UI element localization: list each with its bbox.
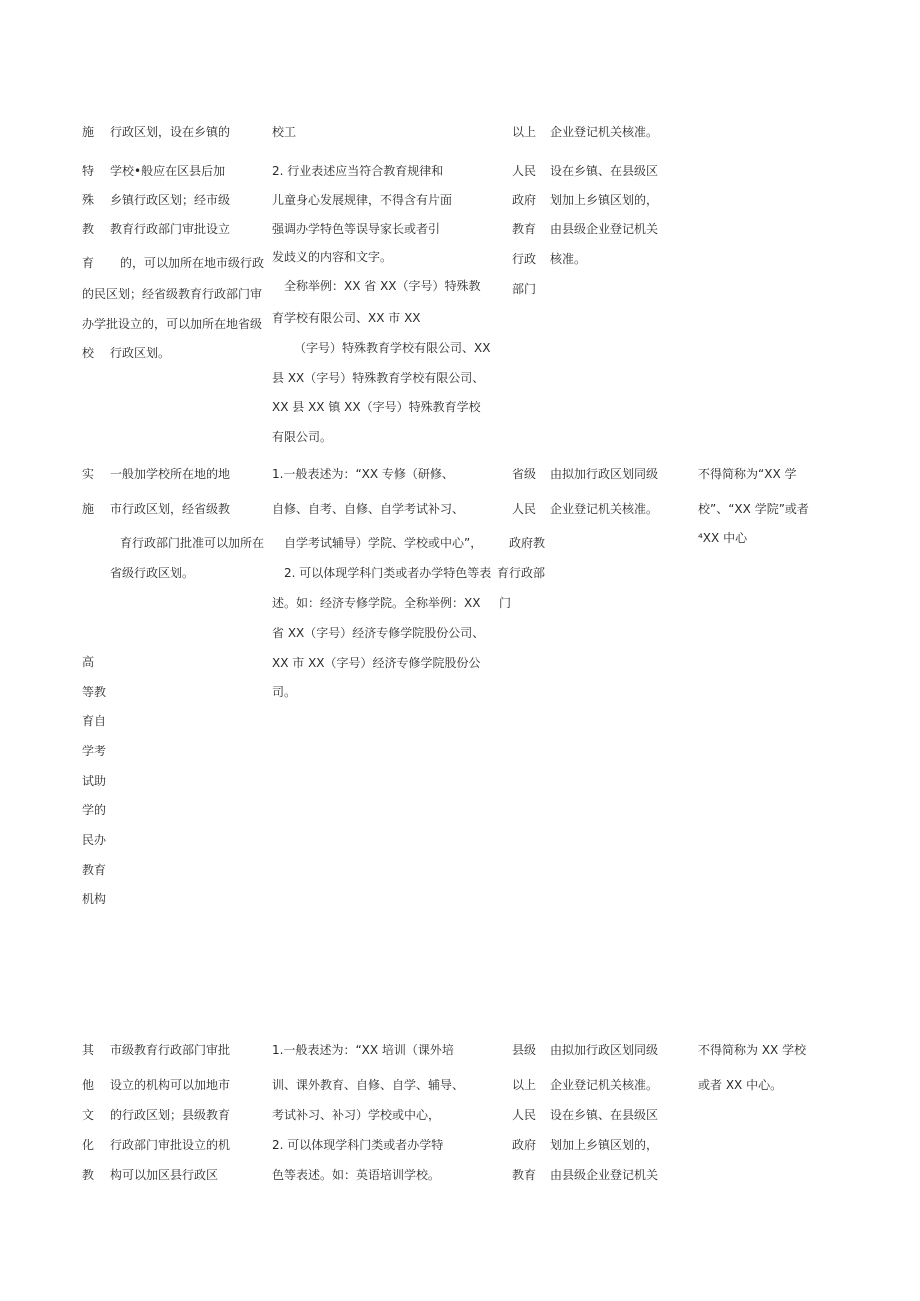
row3-col3-line: 述。如：经济专修学院。全称举例：XX <box>272 596 481 610</box>
row2-col5-line: 由县级企业登记机关 <box>550 222 659 236</box>
row3-col6-line: ⁴XX 中心 <box>698 531 748 545</box>
row4-col3-line: 考试补习、补习）学校或中心， <box>272 1108 441 1122</box>
row2-col2-line: 的，可以加所在地市级行政 <box>120 256 265 270</box>
row4-col5-line: 设在乡镇、在县级区 <box>550 1108 659 1122</box>
row4-col4-line: 以上 <box>512 1078 537 1092</box>
row1-col5: 企业登记机关核准。 <box>550 125 659 139</box>
row2-col1-line: 校 <box>82 346 95 360</box>
row3-category-label: 机构 <box>82 892 107 906</box>
row2-col3-line: 儿童身心发展规律，不得含有片面 <box>272 193 453 207</box>
row2-col1-line: 教 <box>82 222 95 236</box>
row2-col3-line: 2. 行业表述应当符合教育规律和 <box>272 164 444 178</box>
row4-col4-line: 教育 <box>512 1168 537 1182</box>
row2-col1-line: 的民区划；经省级教育行政部门审 <box>82 287 263 301</box>
row3-col2-line: 省级行政区划。 <box>110 566 195 580</box>
row4-col6-line: 不得简称为 XX 学校 <box>698 1043 807 1057</box>
row4-col2-line: 市级教育行政部门审批 <box>110 1043 231 1057</box>
row3-col3-line: 2. 可以体现学科门类或者办学特色等表 <box>284 566 492 580</box>
row3-category-label: 高 <box>82 655 95 669</box>
row4-col1-line: 他 <box>82 1078 95 1092</box>
row2-col5-line: 设在乡镇、在县级区 <box>550 164 659 178</box>
row2-col3-line: 有限公司。 <box>272 430 333 444</box>
row2-col1-line: 办学批设立的，可以加所在地省级 <box>82 317 263 331</box>
row2-col3-line: 强调办学特色等误导家长或者引 <box>272 222 441 236</box>
row3-col3-line: 自学考试辅导）学院、学校或中心”， <box>284 536 483 550</box>
row4-col3-line: 训、课外教育、自修、自学、辅导、 <box>272 1078 465 1092</box>
row3-col3-line: 省 XX（字号）经济专修学院股份公司、 <box>272 626 485 640</box>
row4-col2-line: 构可以加区县行政区 <box>110 1168 219 1182</box>
row3-col4-line: 育行政部 <box>497 566 546 580</box>
row3-category-label: 民办 <box>82 833 107 847</box>
row3-col5-line: 由拟加行政区划同级 <box>550 467 659 481</box>
row3-col2-line: 育行政部门批准可以加所在 <box>120 536 265 550</box>
row3-category-label: 学的 <box>82 803 107 817</box>
row2-col3-line: 育学校有限公司、XX 市 XX <box>272 311 421 325</box>
row4-col4-line: 县级 <box>512 1043 537 1057</box>
row1-col4: 以上 <box>512 125 537 139</box>
row4-col3-line: 1.一般表述为：“XX 培训（课外培 <box>272 1043 454 1057</box>
row3-category-label: 教育 <box>82 863 107 877</box>
row2-col1-line: 殊 <box>82 193 95 207</box>
row2-col3-line: 全称举例：XX 省 XX（字号）特殊教 <box>284 279 481 293</box>
row1-col3: 校工 <box>272 125 297 139</box>
row4-col1-line: 文 <box>82 1108 95 1122</box>
row2-col3-line: XX 县 XX 镇 XX（字号）特殊教育学校 <box>272 400 481 414</box>
row2-col4-line: 人民 <box>512 164 537 178</box>
row4-col4-line: 政府 <box>512 1138 537 1152</box>
row2-col4-line: 教育 <box>512 222 537 236</box>
row3-col3-line: 自修、自考、自修、自学考试补习、 <box>272 502 465 516</box>
row3-col2-line: 一般加学校所在地的地 <box>110 467 231 481</box>
row3-col3-line: 1.一般表述为：“XX 专修（研修、 <box>272 467 454 481</box>
row1-col1: 施 <box>82 125 95 139</box>
row4-col5-line: 由县级企业登记机关 <box>550 1168 659 1182</box>
row2-col5-line: 核准。 <box>550 252 587 266</box>
row3-col1-line: 施 <box>82 502 95 516</box>
row4-col4-line: 人民 <box>512 1108 537 1122</box>
row2-col1-line: 育 <box>82 256 95 270</box>
row4-col1-line: 化 <box>82 1138 95 1152</box>
row3-col4-line: 政府教 <box>509 536 546 550</box>
row4-col1-line: 其 <box>82 1043 95 1057</box>
row4-col5-line: 划加上乡镇区划的， <box>550 1138 659 1152</box>
row3-category-label: 学考 <box>82 744 107 758</box>
row3-col6-line: 不得简称为“XX 学 <box>698 467 797 481</box>
row3-col3-line: 司。 <box>272 685 297 699</box>
row4-col2-line: 的行政区划；县级教育 <box>110 1108 231 1122</box>
row2-col2-line: 行政区划。 <box>110 346 171 360</box>
row2-col4-line: 政府 <box>512 193 537 207</box>
row4-col3-line: 2. 可以体现学科门类或者办学特 <box>272 1138 444 1152</box>
row2-col3-line: 发歧义的内容和文字。 <box>272 250 393 264</box>
row3-col1-line: 实 <box>82 467 95 481</box>
row3-category-label: 试助 <box>82 774 107 788</box>
row3-col5-line: 企业登记机关核准。 <box>550 502 659 516</box>
row2-col4-line: 部门 <box>512 282 537 296</box>
row2-col4-line: 行政 <box>512 252 537 266</box>
row4-col5-line: 企业登记机关核准。 <box>550 1078 659 1092</box>
row2-col2-line: 教育行政部门审批设立 <box>110 222 231 236</box>
row4-col5-line: 由拟加行政区划同级 <box>550 1043 659 1057</box>
row4-col3-line: 色等表述。如：英语培训学校。 <box>272 1168 441 1182</box>
row3-col6-line: 校”、“XX 学院”或者 <box>698 502 809 516</box>
row4-col1-line: 教 <box>82 1168 95 1182</box>
row3-category-label: 等教 <box>82 685 107 699</box>
row3-col3-line: XX 市 XX（字号）经济专修学院股份公 <box>272 656 481 670</box>
row3-col4-line: 人民 <box>512 502 537 516</box>
row2-col5-line: 划加上乡镇区划的， <box>550 193 659 207</box>
row2-col1-line: 特 <box>82 164 95 178</box>
row1-col2: 行政区划，设在乡镇的 <box>110 125 231 139</box>
row2-col2-line: 学校•般应在区县后加 <box>110 164 226 178</box>
row2-col3-line: （字号）特殊教育学校有限公司、XX <box>294 341 491 355</box>
row4-col2-line: 设立的机构可以加地市 <box>110 1078 231 1092</box>
row3-category-label: 育自 <box>82 714 107 728</box>
row3-col2-line: 市行政区划，经省级教 <box>110 502 231 516</box>
row4-col2-line: 行政部门审批设立的机 <box>110 1138 231 1152</box>
row2-col3-line: 县 XX（字号）特殊教育学校有限公司、 <box>272 371 485 385</box>
row3-col4-line: 省级 <box>512 467 537 481</box>
row3-col4-line: 门 <box>499 596 512 610</box>
row2-col2-line: 乡镇行政区划；经市级 <box>110 193 231 207</box>
row4-col6-line: 或者 XX 中心。 <box>698 1078 783 1092</box>
